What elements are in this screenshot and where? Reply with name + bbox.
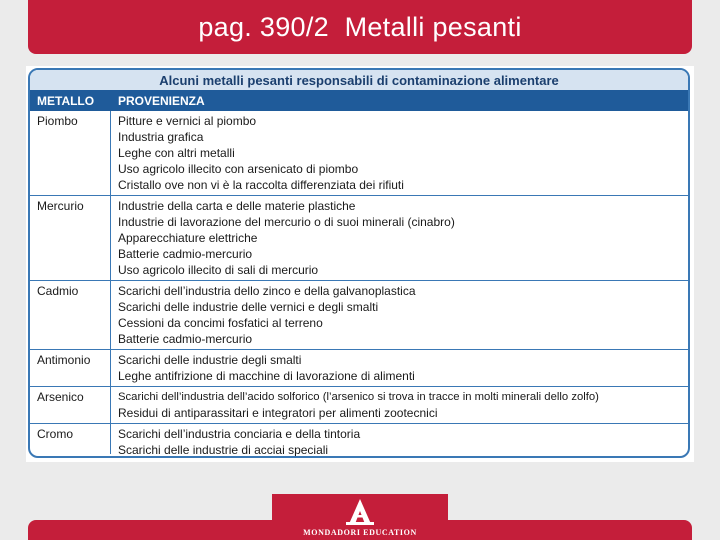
publisher-logo (272, 494, 448, 540)
table-row (30, 424, 688, 458)
table-body (30, 111, 688, 457)
metal-name: Cromo (37, 427, 74, 441)
source-item: Batterie cadmio-mercurio (118, 247, 253, 261)
source-item: Leghe con altri metalli (118, 146, 235, 160)
metal-name: Cadmio (37, 284, 79, 298)
source-item: Scarichi delle industrie degli smalti (118, 353, 302, 367)
source-item: Uso agricolo illecito con arsenicato di piombo (118, 162, 359, 176)
slide-title: pag. 390/2 Metalli pesanti (198, 11, 522, 42)
source-list (110, 350, 688, 386)
table-header-row (30, 90, 688, 111)
metal-name: Arsenico (37, 390, 84, 404)
source-item: Industria grafica (118, 130, 204, 144)
source-list (110, 281, 688, 349)
source-item: Industrie della carta e delle materie plastiche (118, 199, 356, 213)
header-metal: METALLO (37, 93, 95, 108)
source-list (110, 387, 688, 423)
table-caption: Alcuni metalli pesanti responsabili di contaminazione alimentare (30, 70, 688, 90)
source-item: Scarichi delle industrie di acciai speciali (118, 443, 329, 457)
metal-name: Mercurio (37, 199, 84, 213)
source-item: Leghe antifrizione di macchine di lavorazione di alimenti (118, 369, 415, 383)
source-list (110, 111, 688, 195)
source-item: Scarichi dell’industria conciaria e della tintoria (118, 427, 361, 441)
metal-name: Piombo (37, 114, 78, 128)
mondadori-rose-icon (340, 498, 380, 526)
table-row (30, 350, 688, 387)
table-image (26, 66, 694, 462)
source-list (110, 196, 688, 280)
table-row (30, 111, 688, 196)
source-item: Industrie di lavorazione del mercurio o di suoi minerali (cinabro) (118, 215, 455, 229)
header-source: PROVENIENZA (118, 93, 205, 108)
slide-title-bar (28, 0, 692, 54)
metal-name: Antimonio (37, 353, 91, 367)
logo-text: MONDADORI EDUCATION (303, 528, 417, 537)
source-item: Uso agricolo illecito di sali di mercurio (118, 263, 319, 277)
source-list (110, 424, 688, 458)
source-item: Cristallo ove non vi è la raccolta differenziata dei rifiuti (118, 178, 404, 192)
table-row (30, 281, 688, 350)
source-item: Apparecchiature elettriche (118, 231, 258, 245)
table-row (30, 387, 688, 424)
source-item: Residui di antiparassitari e integratori per alimenti zootecnici (118, 406, 438, 420)
contamination-table (28, 68, 690, 458)
source-item: Batterie cadmio-mercurio (118, 332, 253, 346)
source-item: Scarichi dell’industria dello zinco e della galvanoplastica (118, 284, 416, 298)
source-item: Scarichi dell’industria dell’acido solforico (l’arsenico si trova in tracce in molti minerali dello zolfo) (118, 391, 599, 403)
source-item: Pitture e vernici al piombo (118, 114, 257, 128)
table-row (30, 196, 688, 281)
source-item: Scarichi delle industrie delle vernici e degli smalti (118, 300, 379, 314)
source-item: Cessioni da concimi fosfatici al terreno (118, 316, 323, 330)
